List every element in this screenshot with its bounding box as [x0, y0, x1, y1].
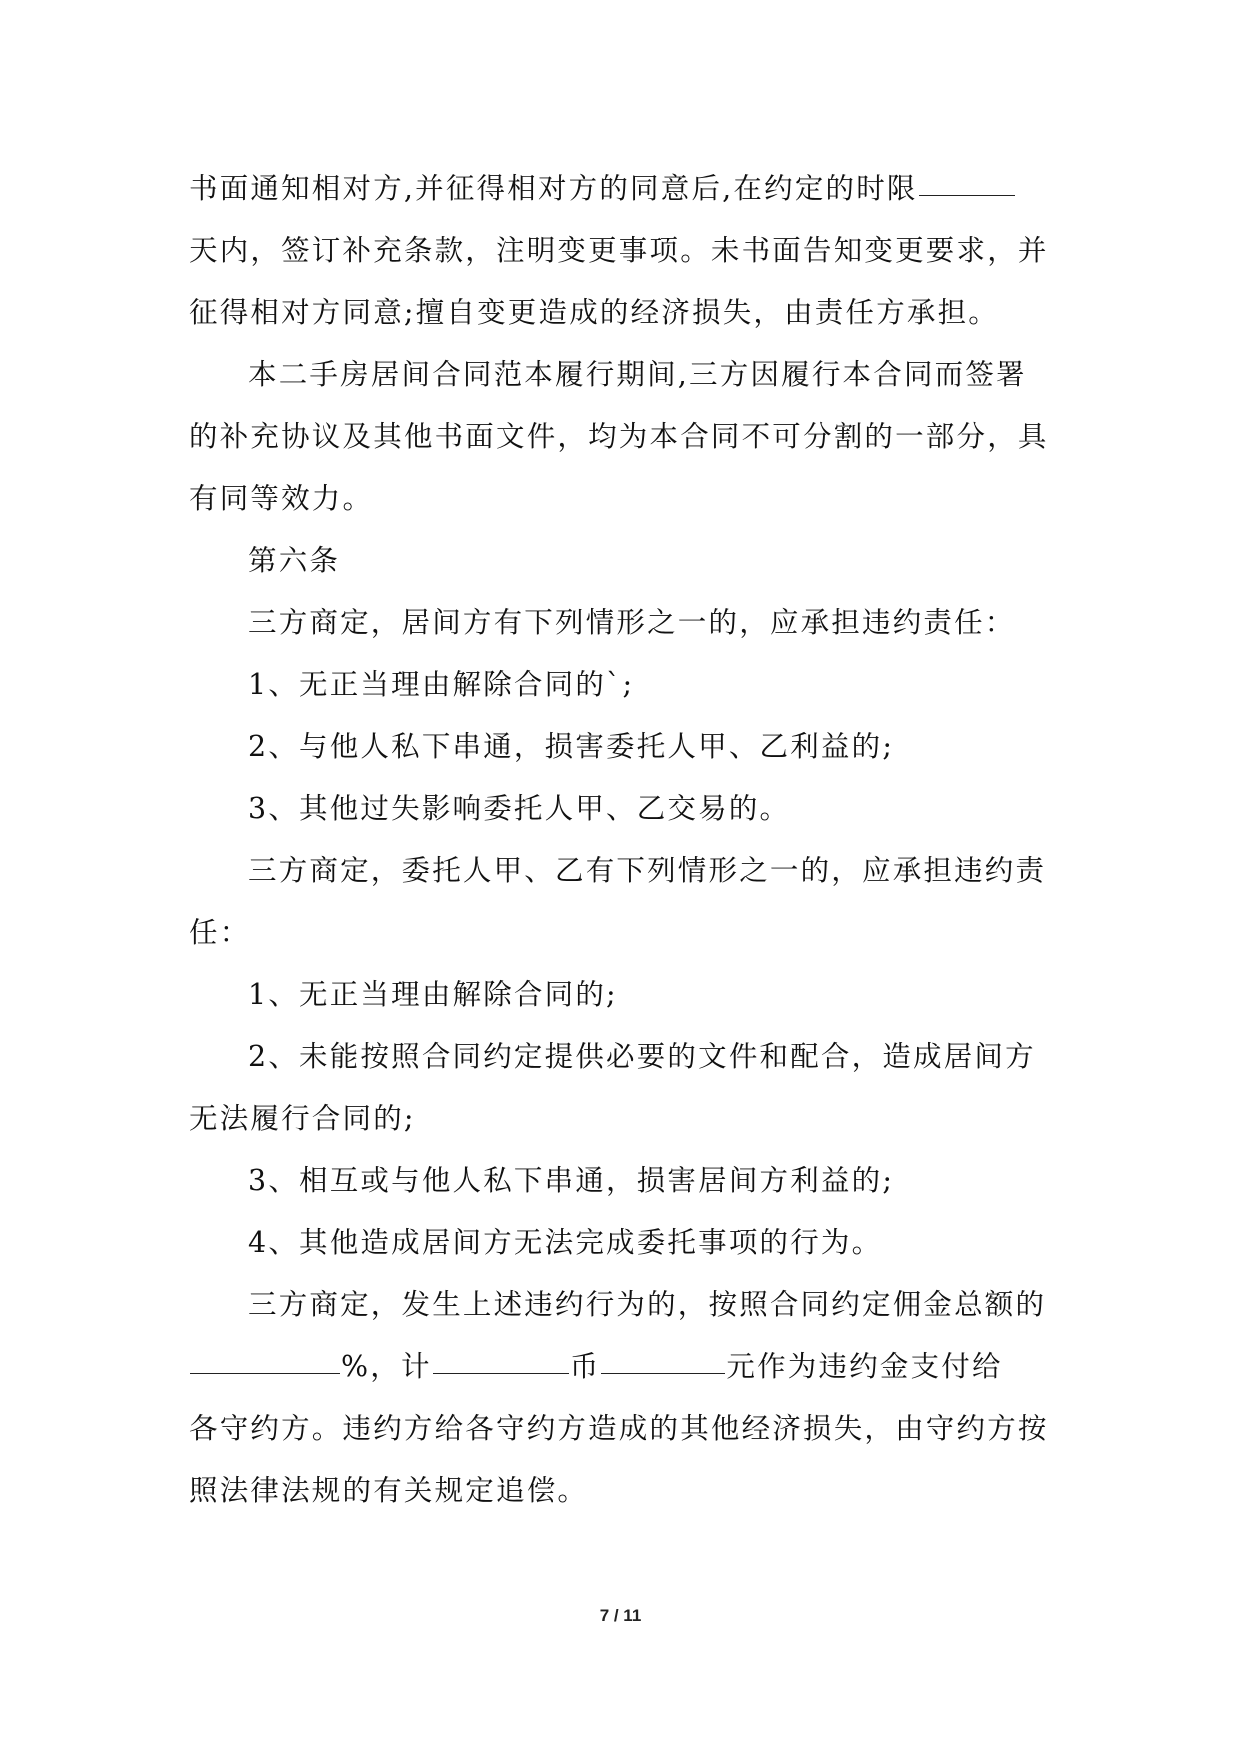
text-line: 天内，签订补充条款，注明变更事项。未书面告知变更要求，并: [189, 234, 1049, 267]
paragraph-1: [189, 158, 1061, 344]
text-segment: %，计: [341, 1350, 432, 1383]
list-item: [189, 654, 1061, 716]
paragraph-2: [189, 344, 1061, 530]
text-line: 三方商定，居间方有下列情形之一的，应承担违约责任：: [248, 606, 1016, 639]
text-line: 征得相对方同意;擅自变更造成的经济损失，由责任方承担。: [189, 296, 1000, 329]
text-line: 的补充协议及其他书面文件，均为本合同不可分割的一部分，具: [189, 420, 1049, 453]
list-item: [189, 1212, 1061, 1274]
text-line: 3、其他过失影响委托人甲、乙交易的。: [248, 792, 791, 825]
list-item: [189, 778, 1061, 840]
text-segment: 书面通知相对方,并征得相对方的同意后,在约定的时限: [189, 172, 918, 205]
text-line: 各守约方。违约方给各守约方造成的其他经济损失，由守约方按: [189, 1412, 1049, 1445]
text-line: 三方商定，发生上述违约行为的，按照合同约定佣金总额的: [248, 1288, 1047, 1321]
paragraph-13: [189, 1274, 1061, 1336]
paragraph-14: [189, 1336, 1061, 1522]
text-line: [189, 1336, 1061, 1398]
text-line: 任：: [189, 916, 251, 949]
text-line: 本二手房居间合同范本履行期间,三方因履行本合同而签署: [248, 358, 1027, 391]
list-item: [189, 964, 1061, 1026]
fill-blank: [433, 1373, 569, 1374]
text-line: 无法履行合同的;: [189, 1102, 416, 1135]
paragraph-4: [189, 592, 1061, 654]
text-line: 4、其他造成居间方无法完成委托事项的行为。: [248, 1226, 883, 1259]
text-line: 三方商定，委托人甲、乙有下列情形之一的，应承担违约责: [248, 854, 1047, 887]
list-item: [189, 716, 1061, 778]
text-line: 2、与他人私下串通，损害委托人甲、乙利益的;: [248, 730, 895, 763]
document-body: [189, 158, 1061, 1522]
text-line: 3、相互或与他人私下串通，损害居间方利益的;: [248, 1164, 895, 1197]
text-segment: 币: [569, 1350, 601, 1383]
text-segment: 元作为违约金支付给: [726, 1350, 1003, 1383]
text-line: 2、未能按照合同约定提供必要的文件和配合，造成居间方: [248, 1040, 1036, 1073]
article-heading: [189, 530, 1061, 592]
paragraph-8: [189, 840, 1061, 964]
page-number: 7 / 11: [599, 1606, 642, 1625]
text-line: 有同等效力。: [189, 482, 374, 515]
fill-blank: [601, 1373, 725, 1374]
fill-blank: [190, 1373, 340, 1374]
text-line: [189, 158, 1061, 220]
list-item: [189, 1026, 1061, 1150]
fill-blank: [919, 195, 1015, 196]
text-line: 1、无正当理由解除合同的`;: [248, 668, 635, 701]
text-line: 照法律法规的有关规定追偿。: [189, 1474, 589, 1507]
list-item: [189, 1150, 1061, 1212]
text-line: 第六条: [248, 544, 341, 577]
text-line: 1、无正当理由解除合同的;: [248, 978, 618, 1011]
